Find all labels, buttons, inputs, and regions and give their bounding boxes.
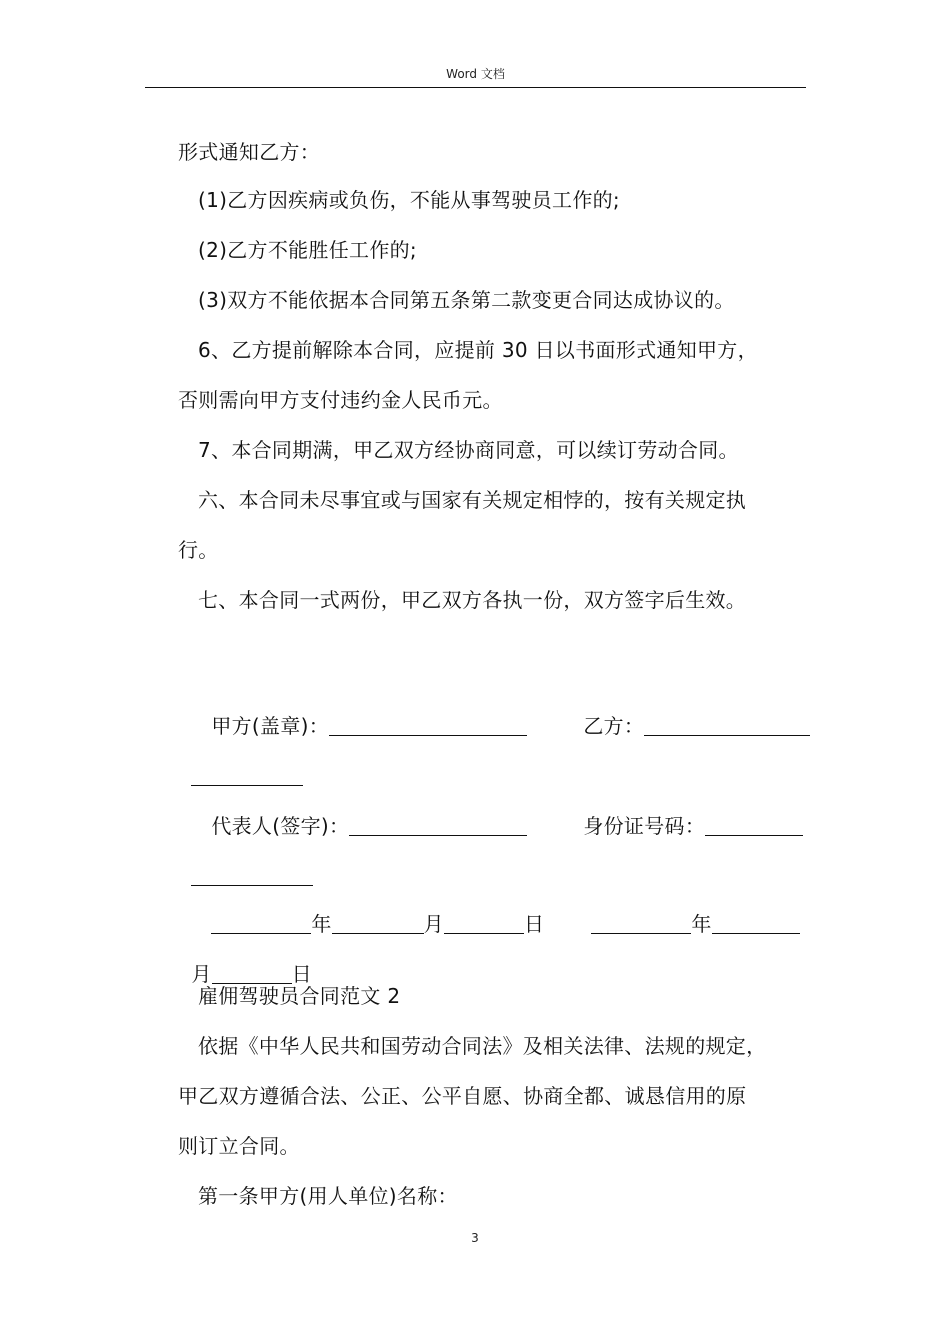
representative-blank xyxy=(349,815,527,836)
day-label-b: 日 xyxy=(291,962,312,986)
body-line: 甲乙双方遵循合法、公正、公平自愿、协商全都、诚恳信用的原 xyxy=(178,1084,747,1108)
signature-row-parties xyxy=(198,684,527,740)
date-row-a xyxy=(198,882,544,938)
signature-row-parties-b xyxy=(570,684,810,740)
body-line: 则订立合同。 xyxy=(178,1134,300,1158)
day-blank-b xyxy=(212,963,292,984)
body-line: 七、本合同一式两份，甲乙双方各执一份，双方签字后生效。 xyxy=(198,588,747,612)
id-number-blank xyxy=(705,815,803,836)
body-line: 第一条甲方(用人单位)名称： xyxy=(198,1184,458,1208)
body-line: 否则需向甲方支付违约金人民币元。 xyxy=(178,388,503,412)
page-number: 3 xyxy=(471,1231,479,1245)
page-header: Word 文档 xyxy=(446,67,505,81)
month-blank-b xyxy=(712,913,800,934)
year-blank-a xyxy=(211,913,311,934)
party-a-blank xyxy=(329,715,527,736)
body-line: 6、乙方提前解除本合同，应提前 30 日以书面形式通知甲方， xyxy=(198,338,758,362)
body-line: 7、本合同期满，甲乙双方经协商同意，可以续订劳动合同。 xyxy=(198,438,739,462)
party-b-blank xyxy=(644,715,810,736)
section-title: 雇佣驾驶员合同范文 2 xyxy=(198,984,401,1008)
month-label-b: 月 xyxy=(191,962,212,986)
party-a-label: 甲方(盖章)： xyxy=(211,714,330,738)
party-b-blank-continued xyxy=(191,765,303,786)
body-line: 行。 xyxy=(178,538,219,562)
party-b-label: 乙方： xyxy=(583,714,645,738)
body-line: 六、本合同未尽事宜或与国家有关规定相悖的，按有关规定执 xyxy=(198,488,747,512)
body-line: 依据《中华人民共和国劳动合同法》及相关法律、法规的规定， xyxy=(198,1034,767,1058)
month-label-a: 月 xyxy=(423,912,444,936)
date-row-b-continue xyxy=(178,932,312,988)
signature-row-id xyxy=(570,784,803,840)
year-label-b: 年 xyxy=(691,912,712,936)
body-line: 形式通知乙方： xyxy=(178,140,321,164)
date-row-b xyxy=(578,882,800,938)
day-blank-a xyxy=(444,913,524,934)
body-line: (3)双方不能依据本合同第五条第二款变更合同达成协议的。 xyxy=(198,288,735,312)
representative-label: 代表人(签字)： xyxy=(211,814,350,838)
body-line: (2)乙方不能胜任工作的; xyxy=(198,238,417,262)
signature-row-continue xyxy=(178,734,303,790)
signature-row-representative xyxy=(198,784,527,840)
month-blank-a xyxy=(332,913,424,934)
day-label-a: 日 xyxy=(523,912,545,936)
year-label-a: 年 xyxy=(311,912,332,936)
header-rule xyxy=(145,87,806,88)
id-number-label: 身份证号码： xyxy=(583,814,706,838)
year-blank-b xyxy=(591,913,691,934)
body-line: (1)乙方因疾病或负伤，不能从事驾驶员工作的; xyxy=(198,188,620,212)
